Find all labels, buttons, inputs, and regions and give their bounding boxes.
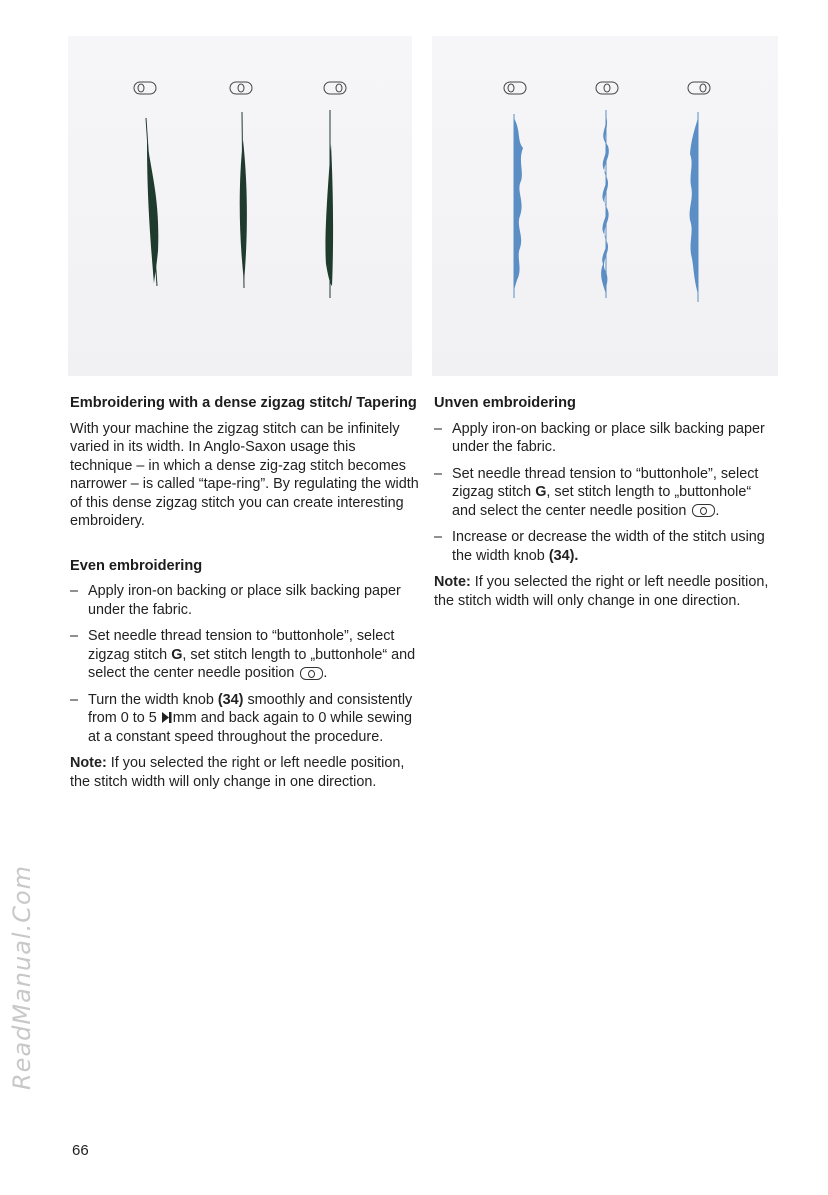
dense-stitch-right <box>325 110 333 298</box>
needle-position-left-icon <box>504 82 526 94</box>
dense-stitch-center <box>240 112 247 288</box>
uneven-stitch-left <box>514 114 523 298</box>
tapering-heading: Embroidering with a dense zigzag stitch/ Tapering <box>70 395 417 411</box>
uneven-embroidery-photo <box>432 36 778 376</box>
note-left: Note: If you selected the right or left needle position, the stitch width will only change in one direction. <box>70 755 405 790</box>
even-embroidering-heading: Even embroidering <box>70 557 203 574</box>
needle-position-right-icon <box>688 82 710 94</box>
needle-position-right-icon <box>324 82 346 94</box>
dense-zigzag-photo <box>68 36 412 376</box>
list-item: – Apply iron-on backing or place silk backing paper under the fabric. <box>434 420 779 457</box>
uneven-steps-list <box>434 420 779 566</box>
right-column <box>434 394 779 610</box>
tapering-intro: With your machine the zigzag stitch can be infinitely varied in its width. In Anglo-Saxon usage this technique – in which a dense zig-zag stitch becomes narrower – is called “tape-ring”. By regulating the width of this dense zigzag stitch you can create interesting embroidery. <box>70 420 419 529</box>
list-item: – Apply iron-on backing or place silk backing paper under the fabric. <box>70 582 420 619</box>
uneven-embroidering-heading: Unven embroidering <box>434 395 576 411</box>
dense-stitch-left <box>146 118 158 286</box>
needle-position-left-icon <box>134 82 156 94</box>
watermark: ReadManual.Com <box>8 864 36 1090</box>
list-item: – Set needle thread tension to “buttonhole”, select zigzag stitch G, set stitch length to „buttonhole“ and select the center needle position . <box>434 465 779 521</box>
note-right: Note: If you selected the right or left needle position, the stitch width will only change in one direction. <box>434 574 769 609</box>
needle-position-center-icon <box>596 82 618 94</box>
list-item: – Set needle thread tension to “buttonhole”, select zigzag stitch G, set stitch length to „buttonhole“ and select the center needle position . <box>70 627 420 683</box>
list-item: – Increase or decrease the width of the stitch using the width knob (34). <box>434 528 779 565</box>
left-column <box>70 394 420 791</box>
uneven-stitch-center <box>601 110 609 298</box>
needle-position-center-icon <box>692 504 715 517</box>
needle-position-center-icon <box>230 82 252 94</box>
page-number: 66 <box>72 1142 89 1159</box>
list-item: – Turn the width knob (34) smoothly and consistently from 0 to 5 mm and back again to 0 while sewing at a constant speed throughout the procedure. <box>70 691 420 747</box>
needle-position-center-icon <box>300 667 323 680</box>
even-steps-list <box>70 582 420 746</box>
width-marker-icon <box>162 712 172 723</box>
uneven-stitch-right <box>690 112 698 302</box>
